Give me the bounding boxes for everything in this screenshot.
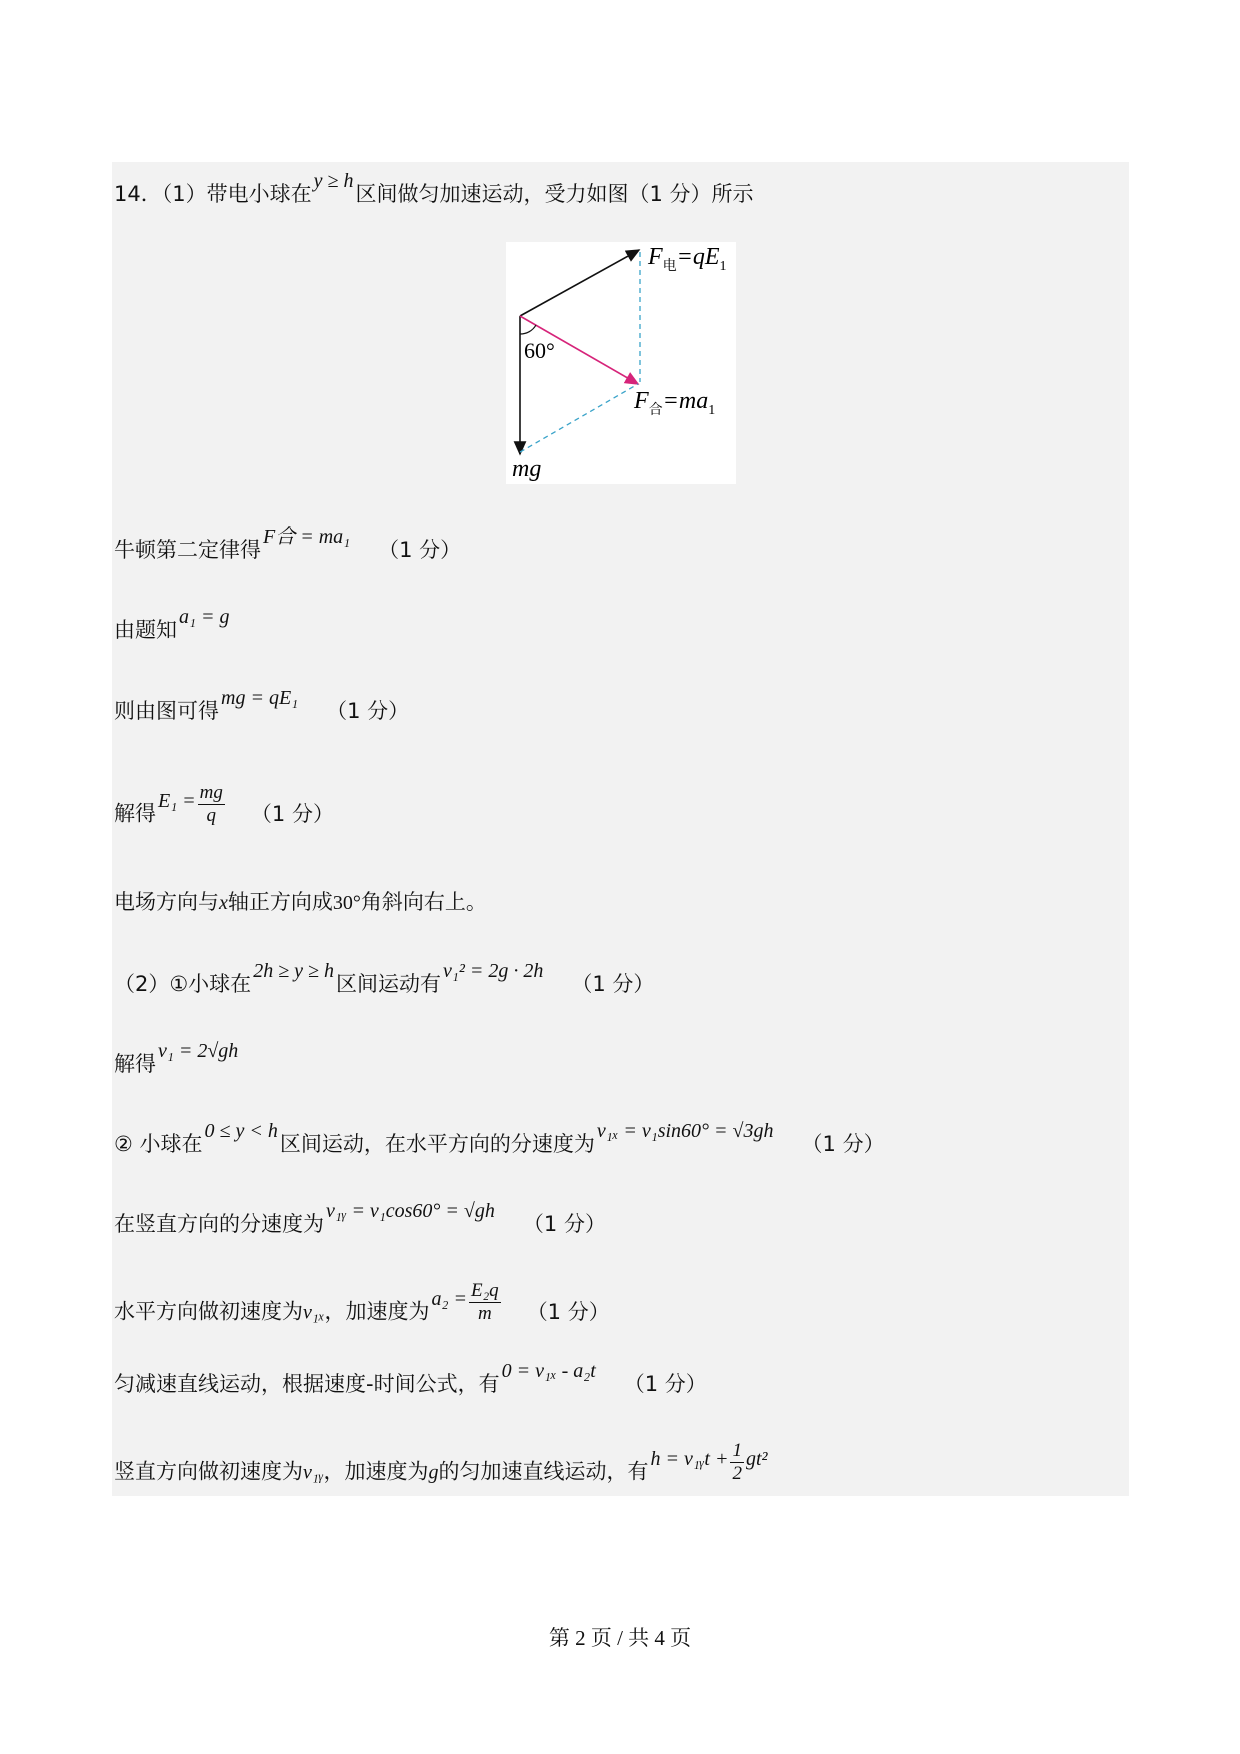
direction-post: 角斜向右上。 — [360, 890, 487, 914]
vert-motion-pre: 竖直方向做初速度为 — [114, 1459, 303, 1484]
dashed-diagonal — [520, 384, 638, 452]
part2-pre: （2）①小球在 — [114, 972, 252, 996]
step2-line — [114, 1120, 885, 1159]
solve-e-text: 解得 — [114, 801, 156, 826]
step2-score: （1 分） — [801, 1132, 885, 1156]
direction-pre: 电场方向与 — [114, 890, 219, 914]
part2-condition: 2h ≥ y ≥ h — [253, 960, 335, 982]
page-footer: 第 2 页 / 共 4 页 — [548, 1626, 692, 1650]
horizontal-pre: 水平方向做初速度为 — [114, 1299, 303, 1324]
step2-condition: 0 ≤ y < h — [204, 1120, 278, 1142]
vertical-pre: 在竖直方向的分速度为 — [114, 1212, 324, 1236]
vert-motion-mid: ，加速度为 — [323, 1459, 429, 1484]
from-figure-text: 则由图可得 — [114, 699, 219, 723]
direction-angle: 30° — [332, 892, 361, 914]
solve-v-equation: v₁ = 2√gh — [158, 1040, 239, 1062]
part2-equation: v₁² = 2g · 2h — [443, 960, 544, 982]
newton-law-line — [114, 526, 462, 565]
vert-motion-lhs: h = v₁ᵧt + — [650, 1447, 729, 1470]
electric-force-arrow — [520, 250, 639, 316]
given-equation: a₁ = g — [179, 606, 230, 628]
field-direction-line — [114, 888, 487, 917]
part1-suffix: 区间做匀加速运动，受力如图（1 分）所示 — [355, 182, 754, 206]
solve-v-text: 解得 — [114, 1052, 156, 1076]
horizontal-lhs: a₂ = — [431, 1287, 467, 1310]
force-diagram — [506, 242, 736, 484]
horizontal-mid: ，加速度为 — [324, 1299, 430, 1324]
direction-mid: 轴正方向成 — [227, 890, 333, 914]
vertical-score: （1 分） — [522, 1212, 606, 1236]
angle-label: 60° — [524, 338, 555, 363]
solve-e-score: （1 分） — [250, 801, 334, 826]
vert-motion-post: 的匀加速直线运动，有 — [438, 1459, 649, 1484]
vertical-velocity-line — [114, 1200, 606, 1239]
vert-motion-numerator: 1 — [732, 1440, 742, 1461]
vert-motion-denominator: 2 — [732, 1463, 742, 1484]
part2-mid: 区间运动有 — [336, 972, 442, 996]
vertical-motion-line — [114, 1440, 770, 1495]
horizontal-motion-line — [114, 1280, 610, 1335]
net-force-label: $F_合=ma_1$ — [634, 388, 716, 418]
newton-text: 牛顿第二定律得 — [114, 538, 261, 562]
step2-equation: v₁ₓ = v₁sin60° = √3gh — [596, 1120, 774, 1142]
given-line — [114, 606, 231, 645]
solve-e-denominator: q — [206, 805, 217, 826]
horizontal-score: （1 分） — [526, 1299, 610, 1324]
decel-equation: 0 = v₁ₓ - a₂t — [501, 1360, 596, 1382]
vertical-equation: v₁ᵧ = v₁cos60° = √gh — [326, 1200, 495, 1222]
horizontal-denominator: m — [477, 1303, 492, 1324]
solve-e-numerator: mg — [199, 782, 223, 803]
step2-pre: ② 小球在 — [114, 1132, 203, 1156]
part1-condition: y ≥ h — [313, 170, 354, 192]
deceleration-line — [114, 1360, 707, 1399]
newton-equation: F合 = ma₁ — [263, 526, 351, 548]
vert-motion-velocity: v₁ᵧ — [303, 1461, 324, 1484]
from-figure-equation: mg = qE₁ — [221, 687, 299, 709]
direction-axis: x — [219, 892, 228, 914]
from-figure-line — [114, 687, 410, 726]
force-diagram-svg — [506, 242, 736, 484]
decel-score: （1 分） — [623, 1372, 707, 1396]
solve-v-line — [114, 1040, 240, 1079]
part1-prefix: （1）带电小球在 — [161, 182, 312, 206]
vert-motion-tail: gt² — [745, 1447, 768, 1470]
electric-force-label: $F_电=qE_1$ — [648, 244, 727, 274]
vert-motion-g: g — [428, 1461, 439, 1484]
angle-arc — [520, 325, 536, 334]
given-text: 由题知 — [114, 618, 177, 642]
vert-motion-fraction — [730, 1440, 744, 1485]
step2-mid: 区间运动，在水平方向的分速度为 — [279, 1132, 595, 1156]
part2-line — [114, 960, 655, 999]
solve-e-line — [114, 782, 334, 837]
from-figure-score: （1 分） — [326, 699, 410, 723]
gravity-label: mg — [512, 456, 542, 482]
horizontal-velocity: v₁ₓ — [303, 1301, 325, 1324]
horizontal-fraction — [469, 1280, 501, 1325]
horizontal-numerator: E₂q — [470, 1280, 499, 1301]
question-number: 14． — [114, 182, 162, 206]
q14-part1-line — [114, 170, 754, 209]
newton-score: （1 分） — [378, 538, 462, 562]
decel-pre: 匀减速直线运动，根据速度-时间公式，有 — [114, 1372, 500, 1396]
solve-e-fraction — [198, 782, 225, 827]
part2-score: （1 分） — [571, 972, 655, 996]
solve-e-lhs: E₁ = — [158, 789, 196, 812]
